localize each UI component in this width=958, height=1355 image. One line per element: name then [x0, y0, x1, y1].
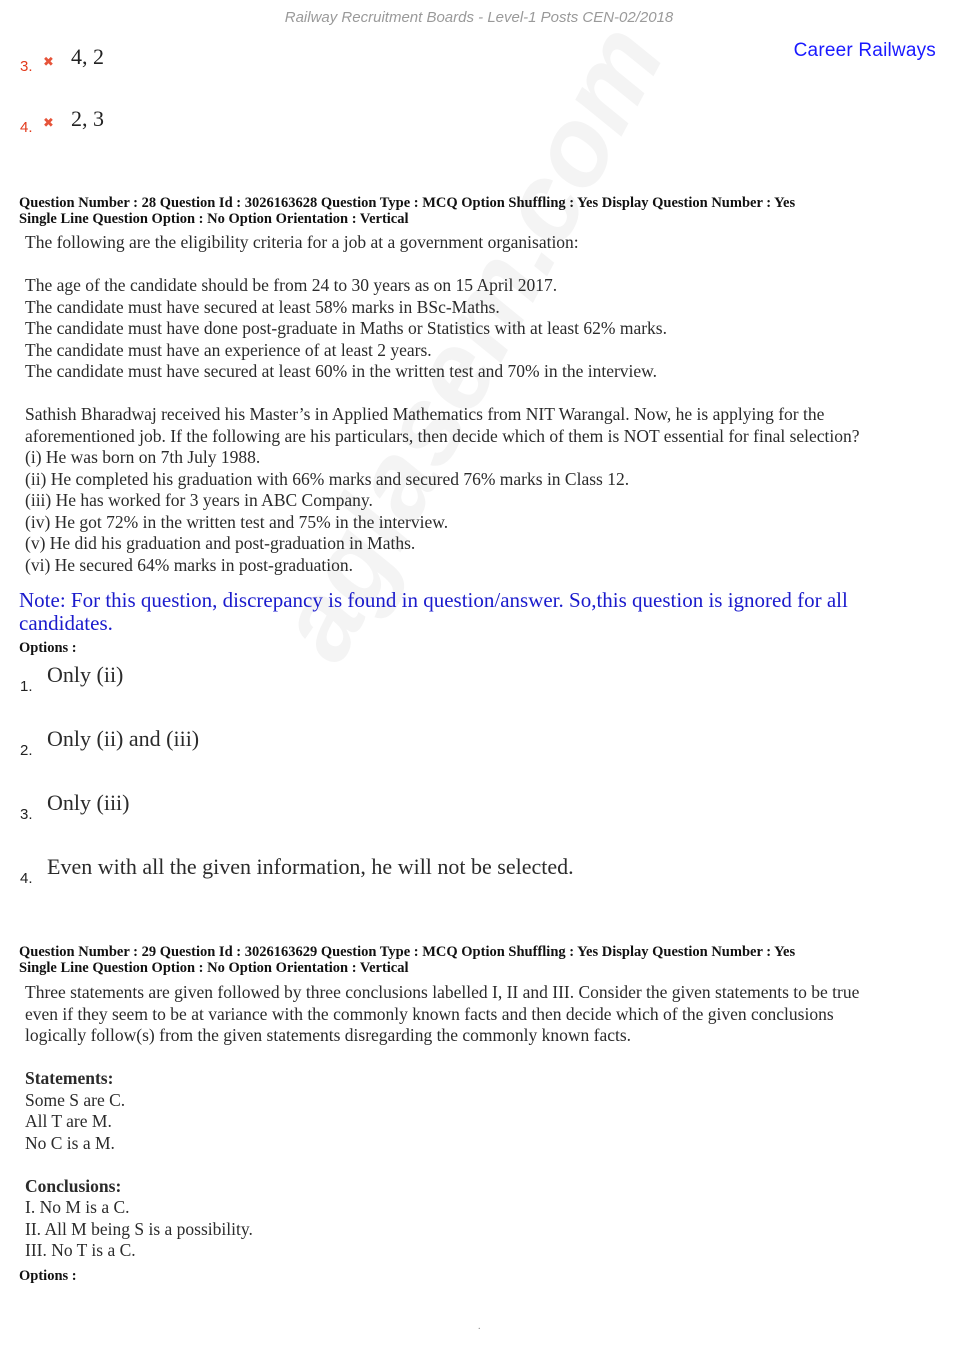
option-number: 4.: [20, 870, 33, 887]
conclusions-heading: Conclusions:: [25, 1175, 122, 1196]
page-header: Railway Recruitment Boards - Level-1 Posts CEN-02/2018: [284, 9, 674, 26]
conclusion-item: II. All M being S is a possibility.: [25, 1218, 253, 1239]
option-2[interactable]: Only (ii) and (iii): [47, 726, 200, 751]
wrong-mark-icon: ✖: [43, 55, 54, 70]
question-28-text: [25, 232, 940, 576]
statements-heading: Statements:: [25, 1068, 114, 1088]
option-number: 3.: [20, 58, 33, 75]
statement-item: All T are M.: [25, 1111, 112, 1131]
criteria-item: The candidate must have secured at least 58% marks in BSc-Maths.: [25, 296, 500, 317]
option-text: 4, 2: [71, 44, 104, 69]
meta-line: Question Number : 28 Question Id : 3026163628 Question Type : MCQ Option Shuffling : Yes Display Question Number : Yes: [19, 195, 796, 211]
option-number: 3.: [20, 806, 33, 823]
criteria-item: The candidate must have an experience of at least 2 years.: [25, 339, 432, 360]
question-28-meta: [19, 195, 939, 227]
options-label: Options :: [19, 1268, 77, 1284]
statement-item: Some S are C.: [25, 1089, 126, 1110]
particular-item: (ii) He completed his graduation with 66% marks and secured 76% marks in Class 12.: [25, 468, 630, 489]
conclusion-item: III. No T is a C.: [25, 1240, 136, 1260]
question-body: aforementioned job. If the following are his particulars, then decide which of them is NOT essential for final selection?: [25, 425, 860, 446]
criteria-item: The candidate must have secured at least 60% in the written test and 70% in the interview.: [25, 361, 658, 381]
option-number: 1.: [20, 678, 33, 695]
statement-item: No C is a M.: [25, 1132, 115, 1153]
meta-line: Question Number : 29 Question Id : 3026163629 Question Type : MCQ Option Shuffling : Yes Display Question Number : Yes: [19, 944, 796, 960]
meta-line: Single Line Question Option : No Option Orientation : Vertical: [19, 211, 409, 227]
particular-item: (iv) He got 72% in the written test and 75% in the interview.: [25, 511, 449, 532]
prev-option-3: [20, 58, 33, 76]
particular-item: (v) He did his graduation and post-graduation in Maths.: [25, 533, 416, 553]
particular-item: (vi) He secured 64% marks in post-graduation.: [25, 554, 354, 575]
question-29-meta: [19, 944, 939, 976]
option-text: 2, 3: [71, 106, 104, 131]
question-29-text: [25, 982, 940, 1262]
option-3[interactable]: Only (iii): [47, 790, 130, 815]
question-intro: even if they seem to be at variance with the commonly known facts and then decide which of the given conclusions: [25, 1003, 834, 1024]
option-1[interactable]: Only (ii): [47, 662, 124, 687]
criteria-item: The age of the candidate should be from 24 to 30 years as on 15 April 2017.: [25, 275, 558, 295]
option-4[interactable]: Even with all the given information, he will not be selected.: [47, 854, 574, 879]
meta-line: Single Line Question Option : No Option Orientation : Vertical: [19, 960, 409, 976]
question-intro: Three statements are given followed by three conclusions labelled I, II and III. Consider the given statements to be true: [25, 982, 860, 1002]
brand-link[interactable]: Career Railways: [793, 40, 936, 61]
discrepancy-note: Note: For this question, discrepancy is found in question/answer. So,this question is ignored for all candidates.: [19, 588, 848, 635]
option-number: 2.: [20, 742, 33, 759]
footer-mark: .: [478, 1321, 481, 1332]
question-intro: The following are the eligibility criteria for a job at a government organisation:: [25, 232, 579, 252]
option-number: 4.: [20, 119, 33, 136]
question-body: Sathish Bharadwaj received his Master’s in Applied Mathematics from NIT Warangal. Now, he is applying for the: [25, 404, 825, 424]
options-label: Options :: [19, 640, 77, 656]
question-intro: logically follow(s) from the given statements disregarding the commonly known facts.: [25, 1025, 632, 1045]
conclusion-item: I. No M is a C.: [25, 1197, 130, 1217]
particular-item: (i) He was born on 7th July 1988.: [25, 447, 261, 467]
wrong-mark-icon: ✖: [43, 116, 54, 131]
prev-option-4: [20, 119, 33, 137]
particular-item: (iii) He has worked for 3 years in ABC Company.: [25, 490, 373, 510]
criteria-item: The candidate must have done post-graduate in Maths or Statistics with at least 62% marks.: [25, 318, 667, 338]
